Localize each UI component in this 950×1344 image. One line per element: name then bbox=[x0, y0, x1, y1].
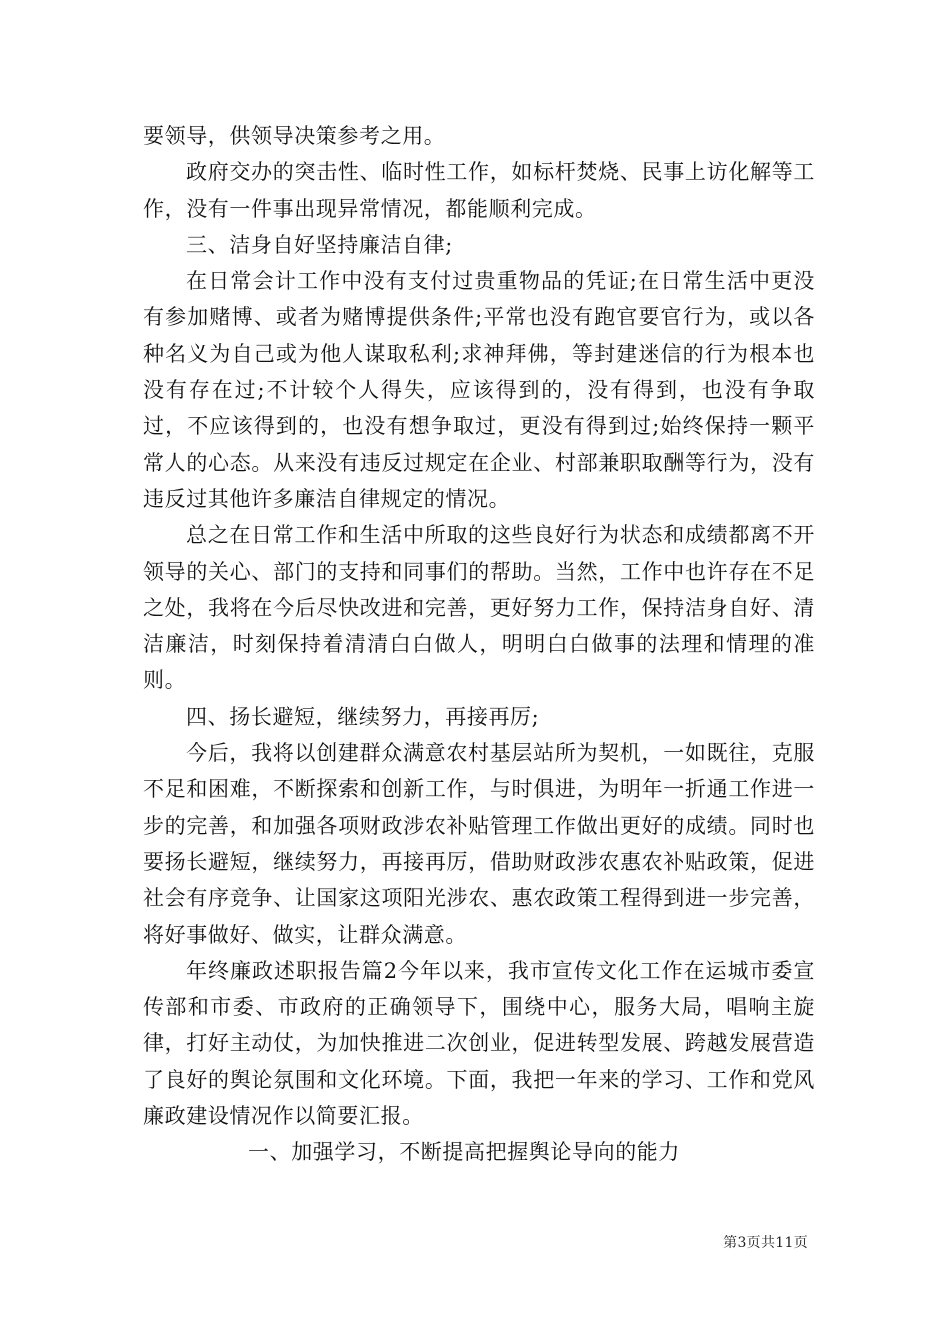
paragraph-summary: 总之在日常工作和生活中所取的这些良好行为状态和成绩都离不开领导的关心、部门的支持和同事们的帮助。当然，工作中也许存在不足之处，我将在今后尽快改进和完善，更好努力工作，保持洁身自好、清洁廉洁，时刻保持着清清白白做人，明明白白做事的法理和情理的准则。 bbox=[143, 523, 815, 693]
paragraph-integrity: 在日常会计工作中没有支付过贵重物品的凭证;在日常生活中更没有参加赌博、或者为赌博提供条件;平常也没有跑官要官行为，或以各种名义为自己或为他人谋取私利;求神拜佛，等封建迷信的行为根本也没有存在过;不计较个人得失，应该得到的，没有得到，也没有争取过，不应该得到的，也没有想争取过，更没有得到过;始终保持一颗平常人的心态。从来没有违反过规定在企业、村部兼职取酬等行为，没有违反过其他许多廉洁自律规定的情况。 bbox=[143, 269, 815, 511]
paragraph-report-2-intro: 年终廉政述职报告篇2今年以来，我市宣传文化工作在运城市委宣传部和市委、市政府的正确领导下，围绕中心，服务大局，唱响主旋律，打好主动仗，为加快推进二次创业，促进转型发展、跨越发展营造了良好的舆论氛围和文化环境。下面，我把一年来的学习、工作和党风廉政建设情况作以简要汇报。 bbox=[143, 958, 815, 1129]
document-body bbox=[143, 118, 815, 1171]
paragraph-continuation: 要领导，供领导决策参考之用。 bbox=[143, 124, 446, 148]
page-number-footer: 第3页共11页 bbox=[723, 1235, 808, 1251]
paragraph-government-tasks: 政府交办的突击性、临时性工作，如标杆焚烧、民事上访化解等工作，没有一件事出现异常情况，都能顺利完成。 bbox=[143, 160, 815, 221]
paragraph-future-plans: 今后，我将以创建群众满意农村基层站所为契机，一如既往，克服不足和困难，不断探索和创新工作，与时俱进，为明年一折通工作进一步的完善，和加强各项财政涉农补贴管理工作做出更好的成绩。同时也要扬长避短，继续努力，再接再厉，借助财政涉农惠农补贴政策，促进社会有序竞争、让国家这项阳光涉农、惠农政策工程得到进一步完善，将好事做好、做实，让群众满意。 bbox=[143, 741, 815, 947]
section-heading-3: 三、洁身自好坚持廉洁自律; bbox=[186, 232, 453, 257]
section-heading-1: 一、加强学习，不断提高把握舆论导向的能力 bbox=[248, 1140, 680, 1165]
section-heading-4: 四、扬长避短，继续努力，再接再厉; bbox=[186, 704, 540, 729]
